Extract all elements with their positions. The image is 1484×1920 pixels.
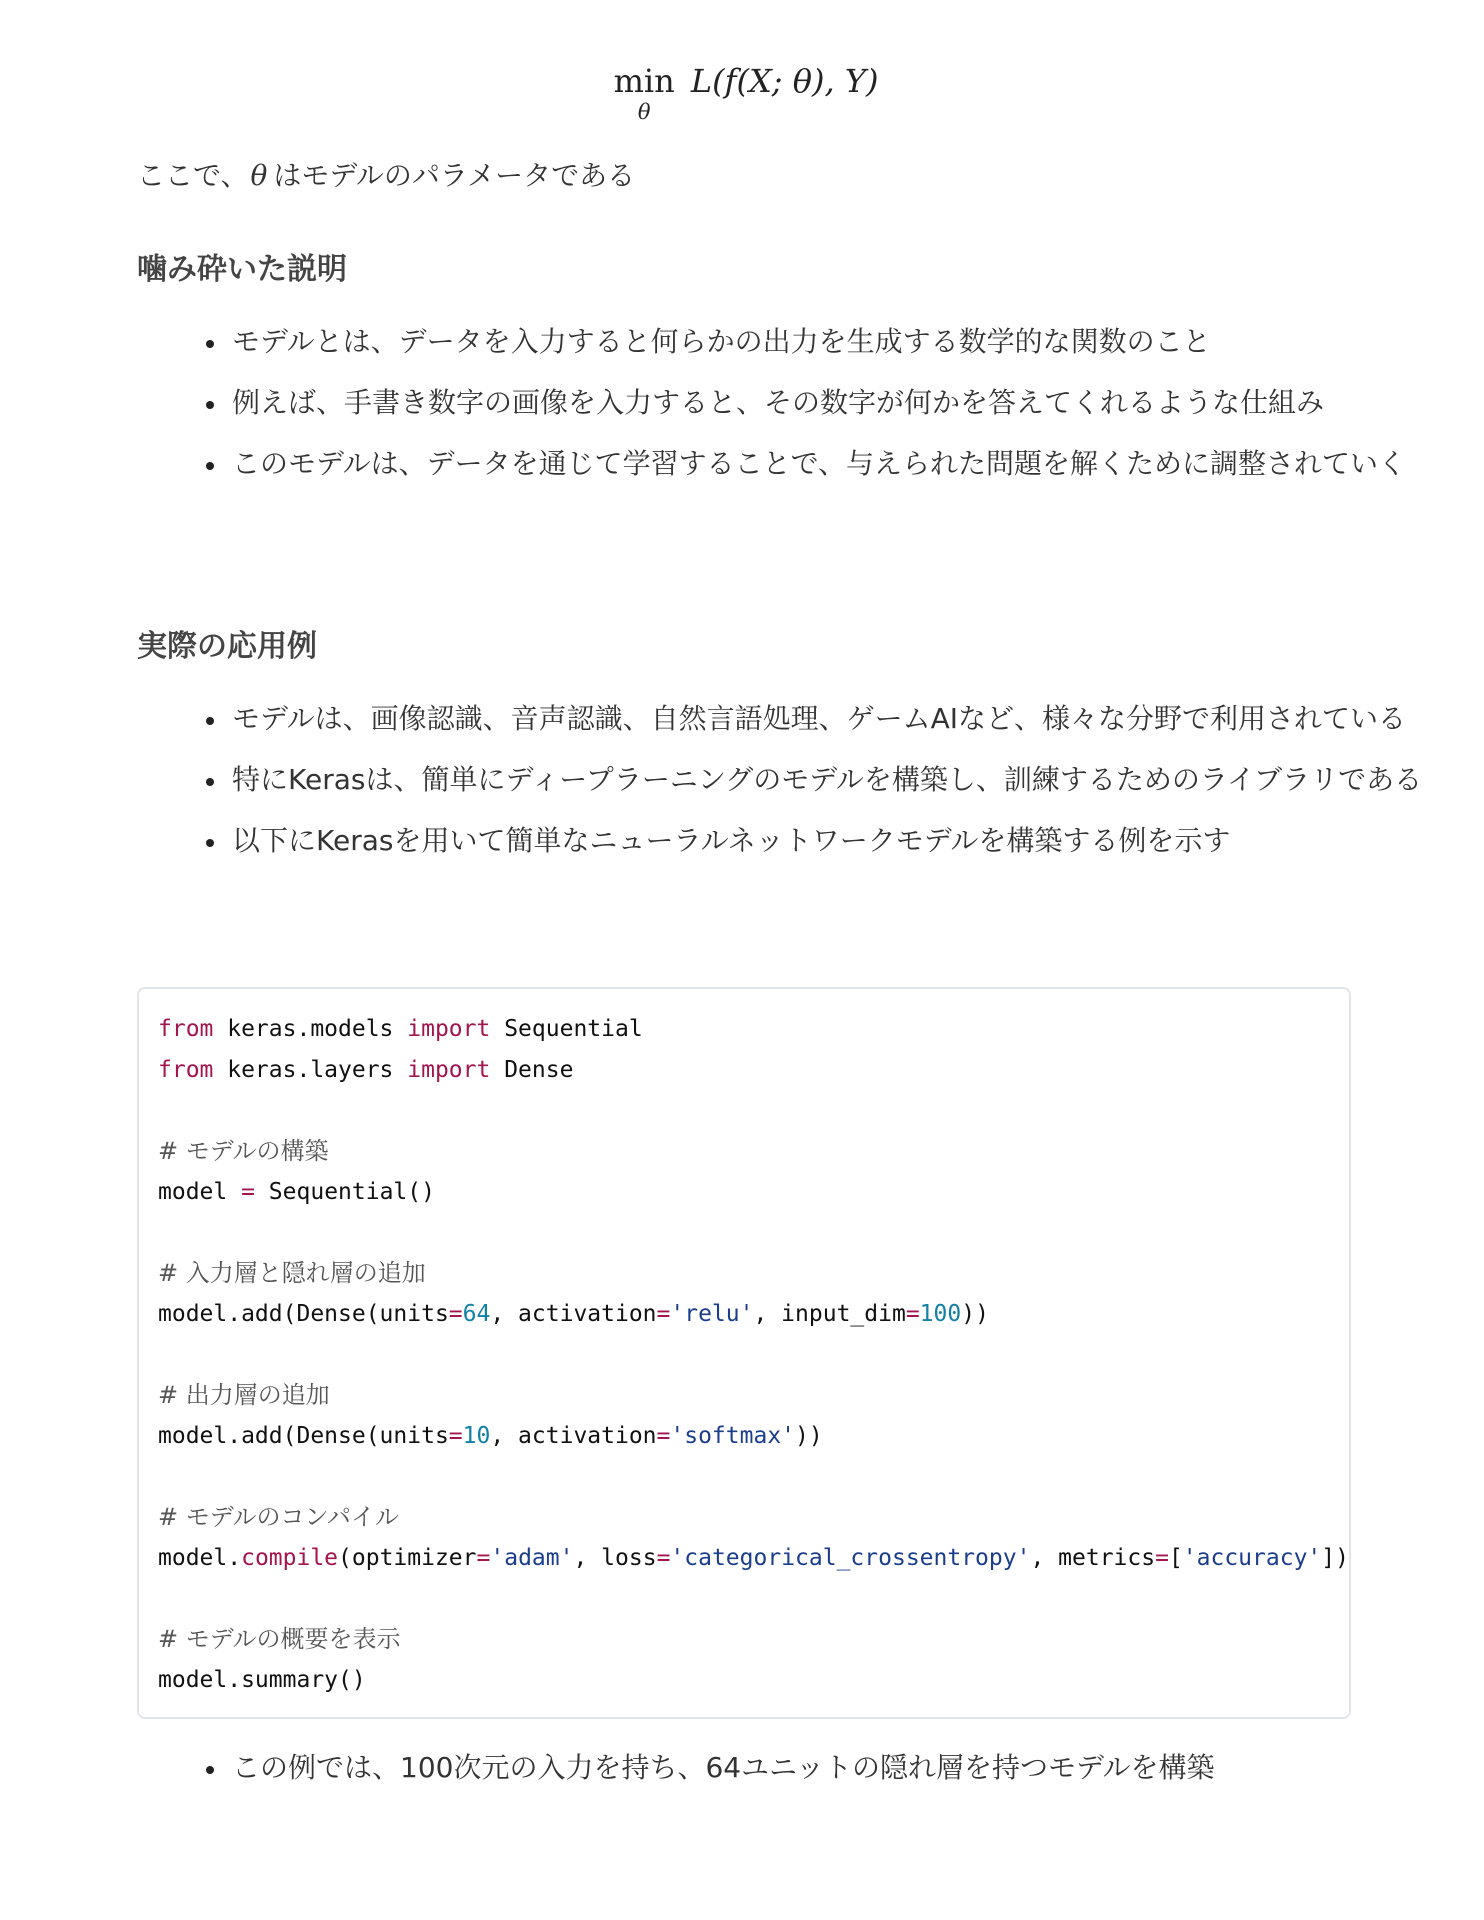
code-token: model. [158,1545,242,1571]
list-item: モデルは、画像認識、音声認識、自然言語処理、ゲームAIなど、様々な分野で利用されている [232,697,1477,741]
code-token: import [407,1016,491,1042]
code-line [158,1253,1349,1294]
code-token: , activation [490,1301,657,1327]
code-line [158,1416,1349,1457]
intro-paragraph [137,156,635,196]
list-item: このモデルは、データを通じて学習することで、与えられた問題を解くために調整されていく [232,442,1477,486]
code-token: Sequential() [254,1179,435,1205]
min-operator [614,62,675,122]
application-list [137,697,1477,880]
code-comment: # 出力層の追加 [158,1381,330,1409]
code-comment: # 入力層と隠れ層の追加 [158,1259,426,1287]
code-line [158,1375,1349,1416]
code-comment: # モデルのコンパイル [158,1503,399,1531]
code-line [158,1050,1349,1091]
code-token: model [158,1179,242,1205]
code-token: )) [961,1301,989,1327]
code-line [158,1172,1349,1213]
code-token: 'relu' [670,1301,754,1327]
list-item: 特にKerasは、簡単にディープラーニングのモデルを構築し、訓練するためのライブラリである [232,758,1477,802]
code-token: , metrics [1030,1545,1156,1571]
code-line [158,1294,1349,1335]
code-token: compile [241,1545,339,1571]
code-token: )) [795,1423,823,1449]
code-token: , activation [490,1423,657,1449]
formula-block [137,62,1355,122]
code-token: = [656,1545,671,1571]
code-blank-line [158,1579,1349,1619]
section-heading-explanation: 噛み砕いた説明 [137,252,347,287]
code-token: = [905,1301,920,1327]
intro-variable: θ [250,159,268,192]
code-token: from [158,1057,214,1083]
code-token: = [448,1423,463,1449]
code-token: keras.layers [213,1057,408,1083]
code-token: , loss [573,1545,657,1571]
code-line [158,1538,1349,1579]
formula-expression: L(f(X; θ), Y) [690,62,879,100]
code-token: = [448,1301,463,1327]
code-token: Sequential [490,1016,643,1042]
code-token: = [476,1545,491,1571]
code-token: 'accuracy' [1182,1545,1322,1571]
code-token: 64 [462,1301,491,1327]
code-token: import [407,1057,491,1083]
min-subscript: θ [637,100,651,124]
code-token: 'softmax' [670,1423,796,1449]
section-heading-application: 実際の応用例 [137,629,317,664]
code-token: = [656,1301,671,1327]
code-token: 100 [919,1301,962,1327]
code-blank-line [158,1457,1349,1497]
code-token: model.summary() [158,1667,366,1693]
intro-text-before: ここで、 [137,159,249,192]
code-token: , input_dim [753,1301,906,1327]
intro-text-after: はモデルのパラメータである [273,159,636,192]
code-blank-line [158,1213,1349,1253]
list-item: この例では、100次元の入力を持ち、64ユニットの隠れ層を持つモデルを構築 [232,1746,1477,1790]
min-operator-label: min [613,62,675,100]
explanation-list [137,320,1477,503]
code-comment: # モデルの構築 [158,1137,329,1165]
list-item: 例えば、手書き数字の画像を入力すると、その数字が何かを答えてくれるような仕組み [232,381,1477,425]
code-token: (optimizer [338,1545,477,1571]
code-token: Dense [490,1057,574,1083]
code-blank-line [158,1091,1349,1131]
code-token: = [656,1423,671,1449]
code-comment: # モデルの概要を表示 [158,1625,401,1653]
code-token: 10 [462,1423,491,1449]
code-block [137,987,1351,1719]
code-token: from [158,1016,214,1042]
code-token: = [241,1179,255,1205]
code-line [158,1660,1349,1701]
code-token: ]) [1321,1545,1349,1571]
code-token: keras.models [213,1016,408,1042]
code-line [158,1497,1349,1538]
code-line [158,1619,1349,1660]
code-token: [ [1168,1545,1183,1571]
code-token: model.add(Dense(units [158,1423,449,1449]
trailing-list [137,1746,1477,1807]
code-token: 'categorical_crossentropy' [670,1545,1031,1571]
code-token: model.add(Dense(units [158,1301,449,1327]
code-blank-line [158,1335,1349,1375]
list-item: モデルとは、データを入力すると何らかの出力を生成する数学的な関数のこと [232,320,1477,364]
list-item: 以下にKerasを用いて簡単なニューラルネットワークモデルを構築する例を示す [232,819,1477,863]
code-line [158,1131,1349,1172]
code-lines [158,1009,1349,1701]
code-token: 'adam' [490,1545,574,1571]
code-token: = [1155,1545,1169,1571]
code-line [158,1009,1349,1050]
